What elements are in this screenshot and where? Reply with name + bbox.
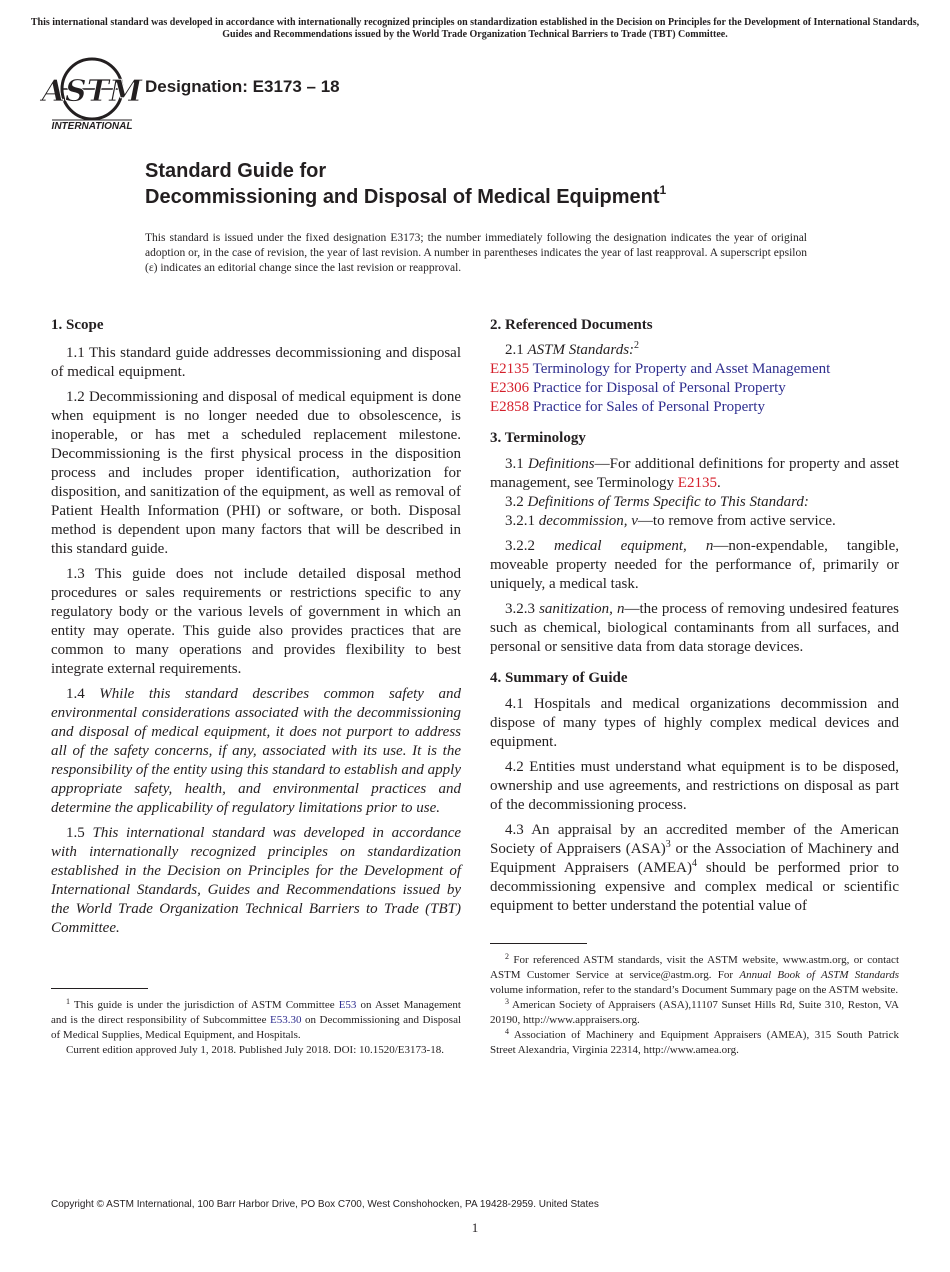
- tbt-notice: This international standard was developed in accordance with internationally recognized principles on standardization established in the Decision on Principles for the Development of International Standards, Guides and Recommendations issued by the World Trade Organization Technical Barriers to Trade (TBT) Committee.: [30, 17, 920, 40]
- footnote-2: $^2$ For referenced ASTM standards, visit the ASTM website, www.astm.org, or contact ASTM Customer Service at service@astm.org. For Annual Book of ASTM Standards volume information, refer to the standard’s Document Summary page on the ASTM website.: [490, 952, 899, 996]
- scope-1-3: 1.3 This guide does not include detailed disposal method procedures or sales requirements or restrictions specific to any regulatory body or the various levels of government in which an entity may operate. This guide also provides practices that are common to many operations and provides flexibility to best integrate external requirements.: [51, 566, 461, 677]
- footnote-4: $^4$ Association of Machinery and Equipment Appraisers (AMEA), 315 South Patrick Street Alexandria, Virginia 22314, http://www.amea.org.: [490, 1027, 899, 1056]
- reference-item[interactable]: E2135 Terminology for Property and Asset Management: [490, 361, 831, 377]
- title-line-2: Decommissioning and Disposal of Medical Equipment$^1$: [145, 183, 667, 208]
- link-e2135[interactable]: E2135: [677, 475, 717, 491]
- svg-text:INTERNATIONAL: INTERNATIONAL: [51, 121, 133, 132]
- link-e53-30[interactable]: E53.30: [269, 1014, 302, 1026]
- scope-1-5: 1.5 This international standard was developed in accordance with internationally recognized principles on standardization established in the Decision on Principles for the Development of International Standards, Guides and Recommendations issued by the World Trade Organization Technical Barriers to Trade (TBT) Committee.: [51, 825, 462, 936]
- summary-4-1: 4.1 Hospitals and medical organizations decommission and dispose of many types of highly complex medical devices and equipment.: [490, 696, 899, 750]
- copyright: Copyright © ASTM International, 100 Barr Harbor Drive, PO Box C700, West Conshohocken, PA 19428-2959. United States: [51, 1199, 599, 1210]
- definition-3-1: 3.1 Definitions—For additional definitions for property and asset management, see Terminology E2135.: [490, 456, 900, 491]
- page-number: 1: [471, 1220, 479, 1235]
- references-heading: 2. Referenced Documents: [490, 317, 653, 333]
- definition-3-2: 3.2 Definitions of Terms Specific to This Standard:: [505, 494, 809, 510]
- title-line-1: Standard Guide for: [145, 160, 327, 182]
- svg-text:ASTM: ASTM: [41, 74, 143, 109]
- footnote-3: $^3$ American Society of Appraisers (ASA),11107 Sunset Hills Rd, Suite 310, Reston, VA 20190, http://www.appraisers.org.: [490, 997, 899, 1026]
- summary-4-2: 4.2 Entities must understand what equipment is to be disposed, ownership and use agreements, and restrictions on disposal as part of the decommissioning process.: [490, 759, 899, 813]
- summary-4-3: 4.3 An appraisal by an accredited member of the American Society of Appraisers (ASA)$^3$ or the Association of Machinery and Equipment Appraisers (AMEA)$^4$ should be performed prior to decommissioning expensive and complex medical or scientific equipment to better understand the potential value of: [490, 822, 899, 914]
- references-section: [490, 316, 899, 916]
- scope-heading: 1. Scope: [51, 317, 104, 333]
- definition-3-2-1: 3.2.1 decommission, v—to remove from active service.: [505, 513, 836, 529]
- reference-list: [490, 360, 899, 417]
- designation: Designation: E3173 – 18: [145, 77, 340, 96]
- document-title: [145, 158, 666, 210]
- footnote-rule-right: [490, 943, 587, 944]
- footnotes-right: [490, 953, 899, 1058]
- scope-1-4: 1.4 While this standard describes common safety and environmental considerations associated with the decommissioning and disposal of medical equipment, it does not purport to address all of the safety concerns, if any, associated with its use. It is the responsibility of the entity using this standard to establish and apply appropriate safety, health, and environmental practices and determine the applicability of regulatory limitations prior to use.: [51, 686, 461, 816]
- scope-1-2: 1.2 Decommissioning and disposal of medical equipment is done when equipment is no longer needed due to obsolescence, is inoperable, or has met a scheduled replacement milestone. Decommissioning is the first physical process in the disposition process and includes proper identification, authorization for disposition, and sanitization of the equipment, as well as removal of Patient Health Information (PHI) or software, or both. Disposal method is dependent upon many factors that will be described in this standard guide.: [51, 389, 461, 557]
- summary-heading: 4. Summary of Guide: [490, 670, 628, 686]
- footnote-1: $^1$ This guide is under the jurisdiction of ASTM Committee E53 on Asset Management and is the direct responsibility of Subcommittee E53.30 on Decommissioning and Disposal of Medical Supplies, Medical Equipment, and Hospitals. Current edition approved July 1, 2018. Published July 2018. DOI: 10.1520/E3173-18.: [51, 997, 462, 1056]
- definition-3-2-2: 3.2.2 medical equipment, n—non-expendable, tangible, moveable property needed for the performance of, primarily or uniquely, a medical task.: [490, 538, 899, 592]
- astm-logo: [41, 56, 143, 134]
- footnote-rule-left: [51, 988, 148, 989]
- terminology-heading: 3. Terminology: [490, 430, 586, 446]
- reference-item[interactable]: E2858 Practice for Sales of Personal Property: [490, 399, 765, 415]
- reference-item[interactable]: E2306 Practice for Disposal of Personal Property: [490, 380, 786, 396]
- astm-standards-label: 2.1 ASTM Standards:$^2$: [505, 340, 640, 358]
- link-e53[interactable]: E53: [338, 999, 357, 1011]
- astm-logo-icon: [41, 56, 143, 134]
- definition-3-2-3: 3.2.3 sanitization, n—the process of removing undesired features such as chemical, biological contaminants from all surfaces, and personal or sensitive data from data storage devices.: [490, 601, 899, 655]
- scope-1-1: 1.1 This standard guide addresses decommissioning and disposal of medical equipment.: [51, 345, 461, 380]
- title-footnote-ref[interactable]: 1: [659, 183, 667, 197]
- footnote-1-edition: Current edition approved July 1, 2018. Published July 2018. DOI: 10.1520/E3173-18.: [66, 1044, 444, 1056]
- scope-section: [51, 316, 461, 938]
- issued-note: This standard is issued under the fixed designation E3173; the number immediately following the designation indicates the year of original adoption or, in the case of revision, the year of last revision. A number in parentheses indicates the year of last reapproval. A superscript epsilon (ε) indicates an editorial change since the last revision or reapproval.: [145, 232, 807, 274]
